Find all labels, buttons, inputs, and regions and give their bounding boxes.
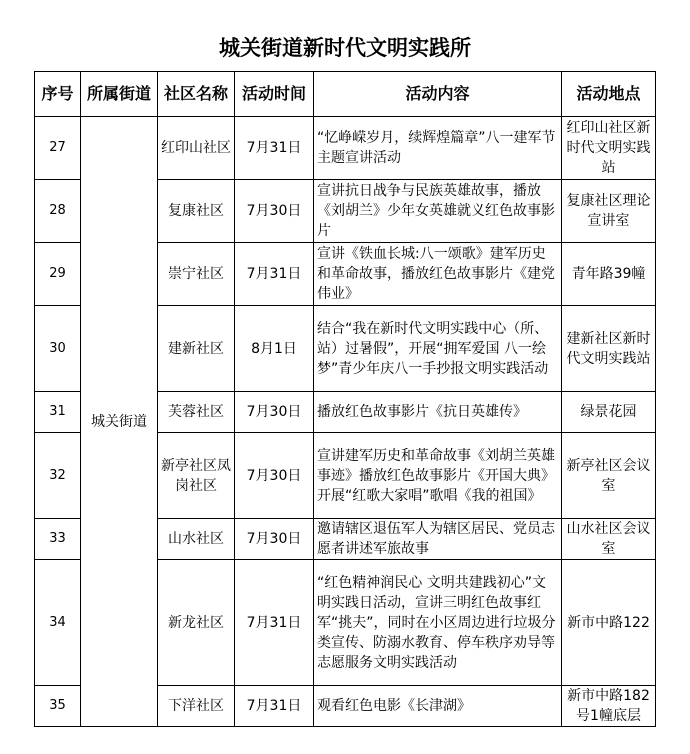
row-time: 7月30日 (235, 180, 314, 243)
row-community: 下洋社区 (158, 686, 235, 727)
row-no: 28 (35, 180, 81, 243)
header-time: 活动时间 (235, 72, 314, 117)
row-no: 35 (35, 686, 81, 727)
row-community: 复康社区 (158, 180, 235, 243)
row-time: 7月31日 (235, 117, 314, 180)
row-content: 观看红色电影《长津湖》 (314, 686, 562, 727)
row-no: 30 (35, 306, 81, 392)
row-community: 建新社区 (158, 306, 235, 392)
row-time: 7月30日 (235, 392, 314, 433)
row-time: 7月30日 (235, 433, 314, 519)
row-content: “忆峥嵘岁月，续辉煌篇章”八一建军节主题宣讲活动 (314, 117, 562, 180)
row-content: 播放红色故事影片《抗日英雄传》 (314, 392, 562, 433)
page-title: 城关街道新时代文明实践所 (219, 36, 471, 60)
table-header-row (35, 72, 656, 117)
row-location: 青年路39幢 (562, 243, 656, 306)
table-row (35, 117, 656, 180)
row-time: 8月1日 (235, 306, 314, 392)
row-location: 建新社区新时代文明实践站 (562, 306, 656, 392)
row-no: 31 (35, 392, 81, 433)
row-location: 绿景花园 (562, 392, 656, 433)
row-location: 新市中路182号1幢底层 (562, 686, 656, 727)
header-location: 活动地点 (562, 72, 656, 117)
row-location: 红印山社区新时代文明实践站 (562, 117, 656, 180)
header-content: 活动内容 (314, 72, 562, 117)
header-community: 社区名称 (158, 72, 235, 117)
row-community: 山水社区 (158, 519, 235, 560)
row-community: 新龙社区 (158, 560, 235, 686)
row-no: 33 (35, 519, 81, 560)
row-community: 芙蓉社区 (158, 392, 235, 433)
row-location: 新市中路122 (562, 560, 656, 686)
row-location: 新亭社区会议室 (562, 433, 656, 519)
street-cell: 城关街道 (81, 117, 158, 727)
row-community: 崇宁社区 (158, 243, 235, 306)
row-location: 复康社区理论宣讲室 (562, 180, 656, 243)
row-time: 7月31日 (235, 686, 314, 727)
header-no: 序号 (35, 72, 81, 117)
row-no: 29 (35, 243, 81, 306)
row-no: 32 (35, 433, 81, 519)
row-location: 山水社区会议室 (562, 519, 656, 560)
row-time: 7月31日 (235, 560, 314, 686)
row-content: 宣讲建军历史和革命故事《刘胡兰英雄事迹》播放红色故事影片《开国大典》开展“红歌大家唱”歌唱《我的祖国》 (314, 433, 562, 519)
row-content: 宣讲《铁血长城:八一颂歌》建军历史和革命故事，播放红色故事影片《建党伟业》 (314, 243, 562, 306)
row-time: 7月31日 (235, 243, 314, 306)
activity-table (34, 71, 656, 727)
row-community: 新亭社区凤岗社区 (158, 433, 235, 519)
row-content: 宣讲抗日战争与民族英雄故事，播放《刘胡兰》少年女英雄就义红色故事影片 (314, 180, 562, 243)
row-content: 邀请辖区退伍军人为辖区居民、党员志愿者讲述军旅故事 (314, 519, 562, 560)
row-community: 红印山社区 (158, 117, 235, 180)
row-content: 结合“我在新时代文明实践中心（所、站）过暑假”，开展“拥军爱国 八一绘梦”青少年庆八一手抄报文明实践活动 (314, 306, 562, 392)
row-no: 34 (35, 560, 81, 686)
row-time: 7月30日 (235, 519, 314, 560)
row-no: 27 (35, 117, 81, 180)
row-content: “红色精神润民心 文明共建践初心”文明实践日活动，宣讲三明红色故事红军“挑夫”，同时在小区周边进行垃圾分类宣传、防溺水教育、停车秩序劝导等志愿服务文明实践活动 (314, 560, 562, 686)
header-street: 所属街道 (81, 72, 158, 117)
